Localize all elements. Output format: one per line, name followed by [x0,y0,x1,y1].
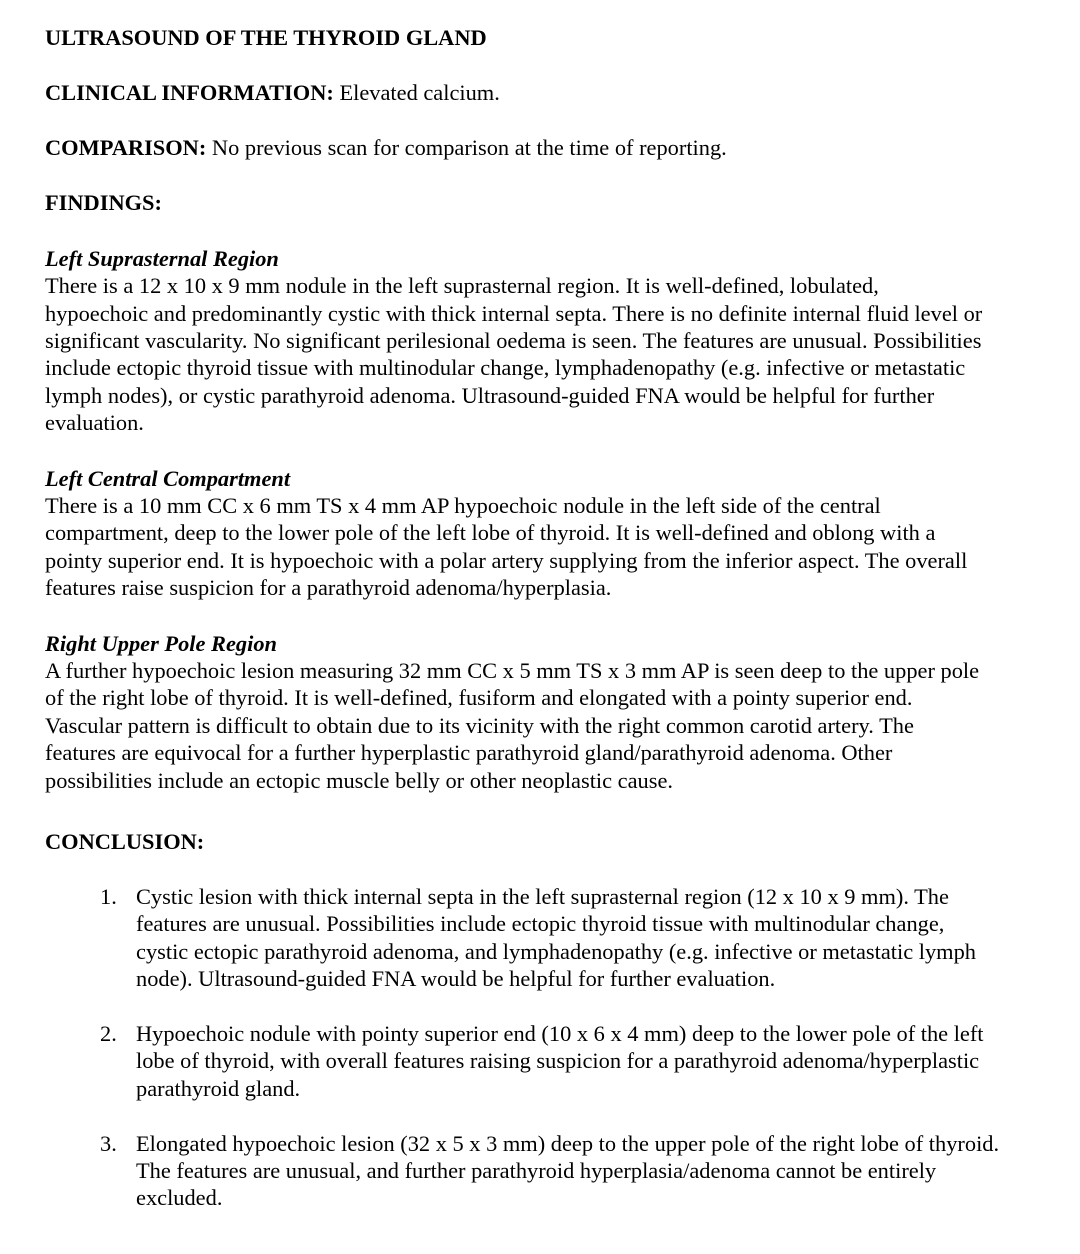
conclusion-label: CONCLUSION: [45,829,205,855]
finding-section-body: There is a 12 x 10 x 9 mm nodule in the left suprasternal region. It is well-defined, lobulated, hypoechoic and predominantly cystic with thick internal septa. There is no definite internal fluid level or significant vascularity. No significant perilesional oedema is seen. The features are unusual. Possibilities include ectopic thyroid tissue with multinodular change, lymphadenopathy (e.g. infective or metastatic lymph nodes), or cystic parathyroid adenoma. Ultrasound-guided FNA would be helpful for further evaluation. [45,273,983,436]
comparison [45,134,1035,161]
clinical-information-label: CLINICAL INFORMATION: [45,80,334,105]
findings-label: FINDINGS: [45,190,162,215]
conclusion-item [45,1020,1001,1102]
conclusion-item-text: Elongated hypoechoic lesion (32 x 5 x 3 mm) deep to the upper pole of the right lobe of thyroid. The features are unusual, and further parathyroid hyperplasia/adenoma cannot be entirely excluded. [136,1130,1000,1211]
comparison-label: COMPARISON: [45,135,207,160]
clinical-information-value: Elevated calcium. [339,80,500,105]
report-title: ULTRASOUND OF THE THYROID GLAND [45,25,487,50]
finding-section-body: There is a 10 mm CC x 6 mm TS x 4 mm AP hypoechoic nodule in the left side of the central compartment, deep to the lower pole of the left lobe of thyroid. It is well-defined and oblong with a pointy superior end. It is hypoechoic with a polar artery supplying from the inferior aspect. The overall features raise suspicion for a parathyroid adenoma/hyperplasia. [45,493,968,601]
conclusion-item-number: 3. [100,1130,117,1156]
conclusion-item-number: 1. [100,883,117,909]
conclusion-list [45,883,1035,1212]
report-document [45,24,1035,1212]
finding-section-title: Right Upper Pole Region [45,630,277,656]
conclusion-item-text: Hypoechoic nodule with pointy superior end (10 x 6 x 4 mm) deep to the lower pole of the left lobe of thyroid, with overall features raising suspicion for a parathyroid adenoma/hyperplastic parathyroid gland. [136,1020,984,1101]
finding-section-left-suprasternal [45,245,1035,437]
conclusion-item-text: Cystic lesion with thick internal septa in the left suprasternal region (12 x 10 x 9 mm). The features are unusual. Possibilities include ectopic thyroid tissue with multinodular change, cystic ectopic parathyroid adenoma, and lymphadenopathy (e.g. infective or metastatic lymph node). Ultrasound-guided FNA would be helpful for further evaluation. [136,883,976,992]
finding-section-body: A further hypoechoic lesion measuring 32 mm CC x 5 mm TS x 3 mm AP is seen deep to the upper pole of the right lobe of thyroid. It is well-defined, fusiform and elongated with a pointy superior end. Vascular pattern is difficult to obtain due to its vicinity with the right common carotid artery. The features are equivocal for a further hyperplastic parathyroid gland/parathyroid adenoma. Other possibilities include an ectopic muscle belly or other neoplastic cause. [45,658,980,793]
conclusion-item-number: 2. [100,1020,117,1046]
finding-section-right-upper-pole [45,630,1035,794]
clinical-information [45,79,1035,106]
finding-section-title: Left Central Compartment [45,465,291,491]
finding-section-title: Left Suprasternal Region [45,245,279,271]
finding-section-left-central [45,465,1035,602]
comparison-value: No previous scan for comparison at the time of reporting. [211,135,727,160]
conclusion-item [45,883,1001,993]
conclusion-item [45,1130,1001,1212]
